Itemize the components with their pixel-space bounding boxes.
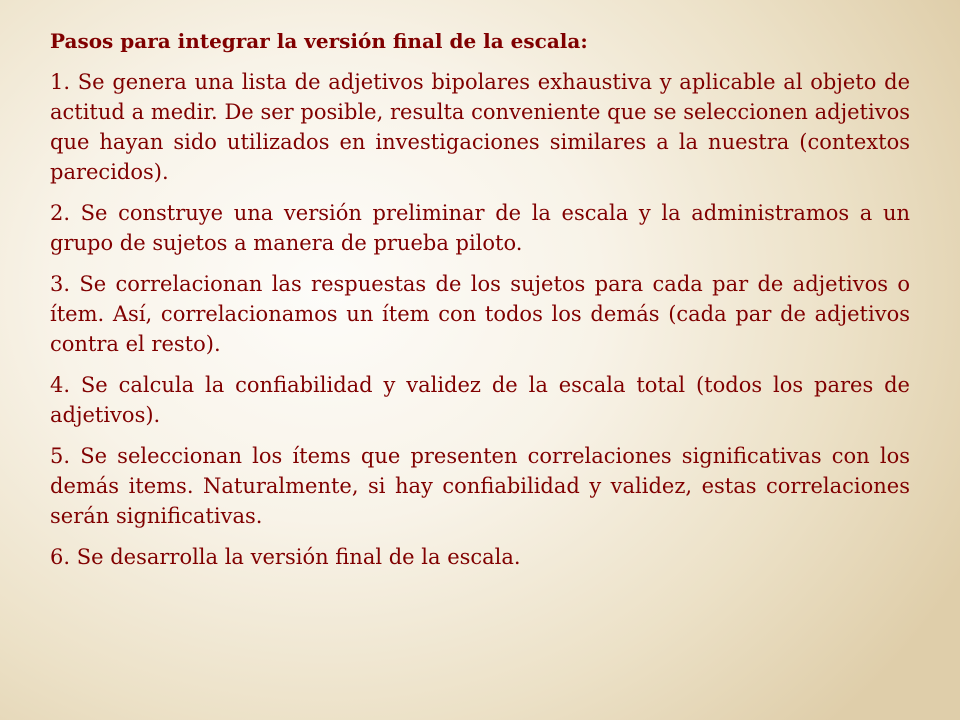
step-6: 6. Se desarrolla la versión final de la escala. bbox=[50, 545, 521, 569]
slide-heading: Pasos para integrar la versión final de la escala: bbox=[50, 29, 588, 53]
step-3: 3. Se correlacionan las respuestas de los sujetos para cada par de adjetivos o ítem. Así, correlacionamos un ítem con todos los demás (cada par de adjetivos contra el resto). bbox=[50, 272, 910, 356]
step-1: 1. Se genera una lista de adjetivos bipolares exhaustiva y aplicable al objeto de actitud a medir. De ser posible, resulta conveniente que se seleccionen adjetivos que hayan sido utilizados en investigaciones similares a la nuestra (contextos parecidos). bbox=[50, 70, 910, 184]
step-5: 5. Se seleccionan los ítems que presenten correlaciones significativas con los demás items. Naturalmente, si hay confiabilidad y validez, estas correlaciones serán significativas. bbox=[50, 444, 910, 528]
slide-content bbox=[50, 26, 910, 583]
step-4: 4. Se calcula la confiabilidad y validez de la escala total (todos los pares de adjetivos). bbox=[50, 373, 910, 427]
step-2: 2. Se construye una versión preliminar de la escala y la administramos a un grupo de sujetos a manera de prueba piloto. bbox=[50, 201, 910, 255]
